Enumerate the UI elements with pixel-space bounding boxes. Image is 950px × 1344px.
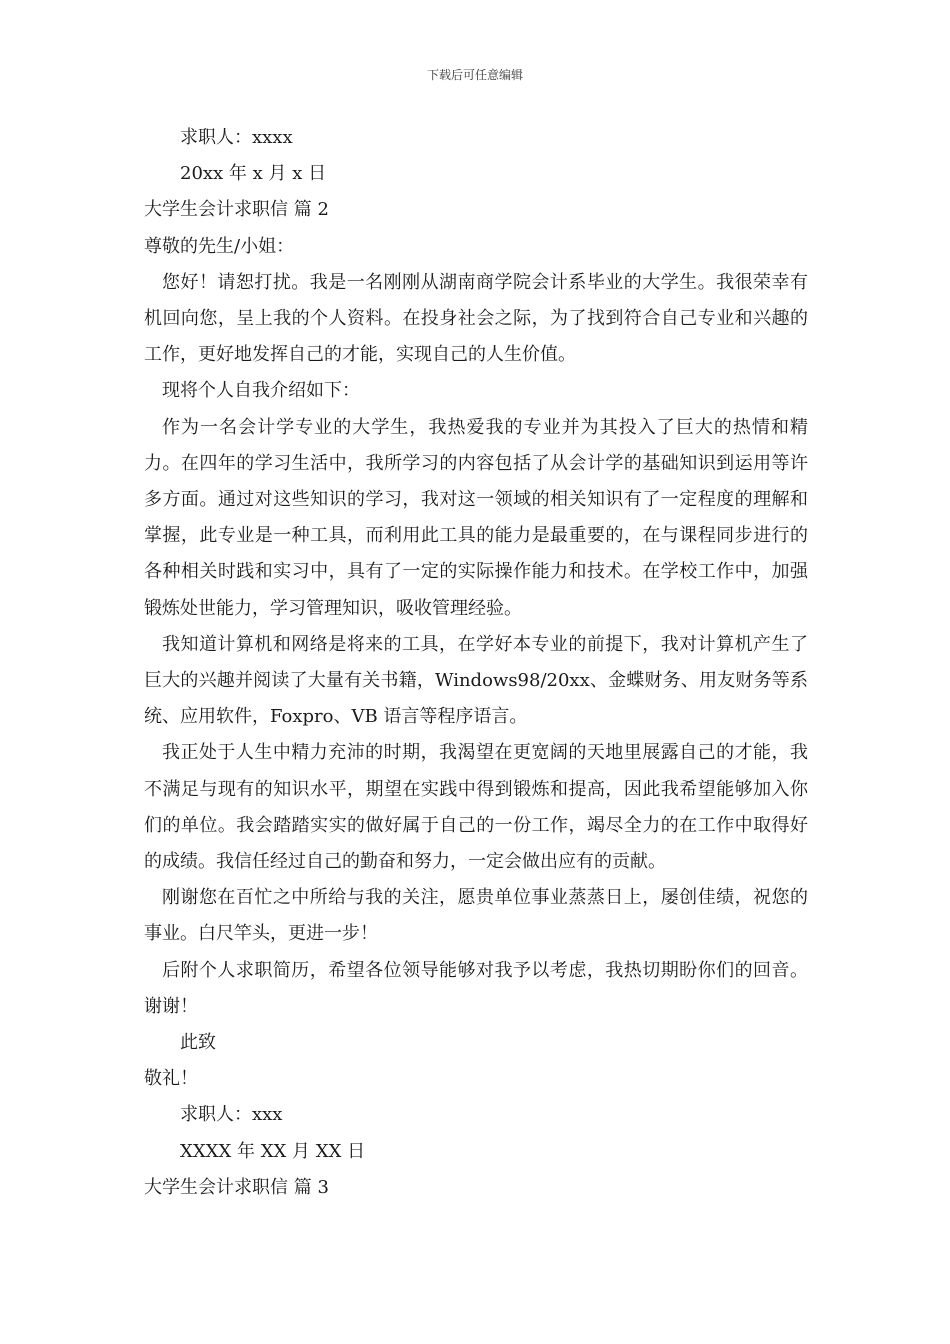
paragraph: 我正处于人生中精力充沛的时期，我渴望在更宽阔的天地里展露自己的才能，我不满足与现有的知识水平，期望在实践中得到锻炼和提高，因此我希望能够加入你们的单位。我会踏踏实实的做好属于自己的一份工作，竭尽全力的在工作中取得好的成绩。我信任经过自己的勤奋和努力，一定会做出应有的贡献。 bbox=[144, 742, 808, 872]
closing: 此致 bbox=[180, 1032, 216, 1054]
signature-date: XXXX 年 XX 月 XX 日 bbox=[180, 1140, 366, 1162]
letter-body bbox=[144, 120, 808, 1206]
paragraph: 现将个人自我介绍如下： bbox=[162, 380, 360, 402]
page-header-note: 下载后可任意编辑 bbox=[426, 68, 523, 82]
signature-date: 20xx 年 x 月 x 日 bbox=[180, 163, 327, 185]
section-title: 大学生会计求职信 篇 3 bbox=[144, 1176, 329, 1198]
paragraph: 我知道计算机和网络是将来的工具，在学好本专业的前提下，我对计算机产生了巨大的兴趣并阅读了大量有关书籍，Windows98/20xx、金蝶财务、用友财务等系统、应用软件，Foxpro、VB 语言等程序语言。 bbox=[144, 633, 808, 728]
signature-name: 求职人：xxxx bbox=[180, 127, 293, 148]
signature-name: 求职人：xxx bbox=[180, 1104, 283, 1126]
regards: 敬礼！ bbox=[144, 1068, 198, 1090]
paragraph: 后附个人求职简历，希望各位领导能够对我予以考虑，我热切期盼你们的回音。谢谢！ bbox=[144, 959, 808, 1017]
paragraph: 刚谢您在百忙之中所给与我的关注，愿贵单位事业蒸蒸日上，屡创佳绩，祝您的事业。白尺竿头，更进一步！ bbox=[144, 887, 808, 945]
paragraph: 作为一名会计学专业的大学生，我热爱我的专业并为其投入了巨大的热情和精力。在四年的学习生活中，我所学习的内容包括了从会计学的基础知识到运用等许多方面。通过对这些知识的学习，我对这一领域的相关知识有了一定程度的理解和掌握，此专业是一种工具，而利用此工具的能力是最重要的，在与课程同步进行的各种相关时践和实习中，具有了一定的实际操作能力和技术。在学校工作中，加强锻炼处世能力，学习管理知识，吸收管理经验。 bbox=[144, 416, 808, 619]
salutation: 尊敬的先生/小姐： bbox=[144, 235, 295, 257]
paragraph: 您好！请恕打扰。我是一名刚刚从湖南商学院会计系毕业的大学生。我很荣幸有机回向您，呈上我的个人资料。在投身社会之际，为了找到符合自己专业和兴趣的工作，更好地发挥自己的才能，实现自己的人生价值。 bbox=[144, 271, 808, 366]
section-title: 大学生会计求职信 篇 2 bbox=[144, 199, 329, 221]
